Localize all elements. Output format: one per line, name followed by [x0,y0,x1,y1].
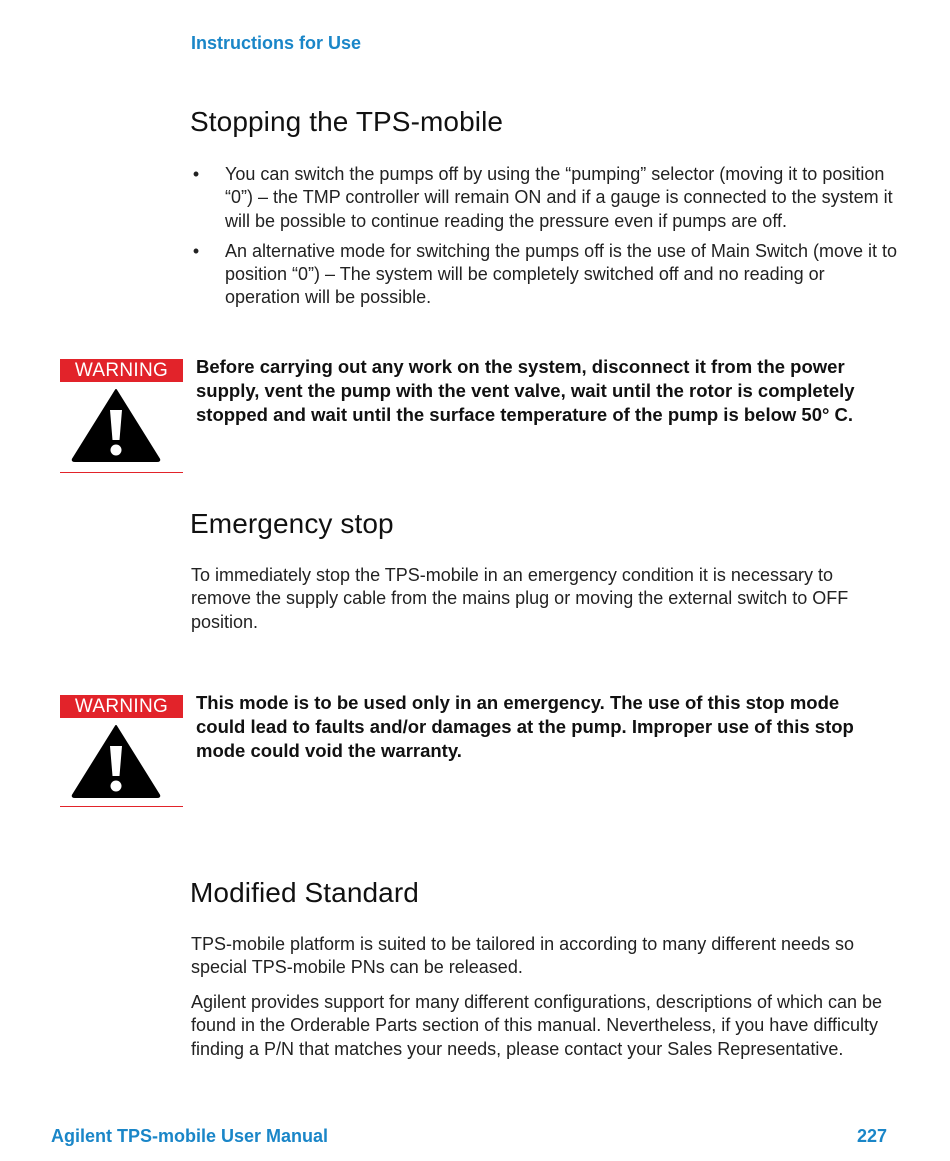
warning-label: WARNING [60,695,183,718]
warning-notice-2 [60,695,183,811]
warning-label: WARNING [60,359,183,382]
footer-manual-title: Agilent TPS-mobile User Manual [51,1126,329,1146]
warning-notice-1 [60,359,183,475]
section-heading-emergency: Emergency stop [190,508,394,539]
modified-paragraph-2: Agilent provides support for many different configurations, descriptions of which can be found in the Orderable Parts section of this manual. Nevertheless, if you have difficulty finding a P/N that matches your needs, please contact your Sales Representative. [191,992,883,1059]
emergency-paragraph: To immediately stop the TPS-mobile in an emergency condition it is necessary to remove the supply cable from the mains plug or moving the external switch to OFF position. [191,565,849,632]
list-item [190,240,900,310]
warning-divider [60,472,183,473]
running-header: Instructions for Use [191,33,362,53]
bullet-marker: • [192,240,200,261]
warning-triangle-icon [71,388,161,462]
footer-page-number: 227 [856,1126,887,1146]
section-heading-stopping: Stopping the TPS-mobile [190,106,504,137]
list-item [190,163,900,233]
modified-paragraph-1: TPS-mobile platform is suited to be tailored in according to many different needs so special TPS-mobile PNs can be released. [191,934,855,978]
bullet-marker: • [192,164,200,184]
bullet-text: An alternative mode for switching the pumps off is the use of Main Switch (move it to position “0”) – The system will be completely switched off and no reading or operation will be possible. [225,240,897,308]
warning-text-1: Before carrying out any work on the system, disconnect it from the power supply, vent the pump with the vent valve, wait until the rotor is completely stopped and wait until the surface temperature of the pump is below 50° C. [196,356,855,426]
warning-text-2: This mode is to be used only in an emergency. The use of this stop mode could lead to faults and/or damages at the pump. Improper use of this stop mode could void the warranty. [196,692,854,762]
stopping-bullet-list [190,163,900,317]
section-heading-modified: Modified Standard [190,877,419,908]
warning-divider [60,806,183,807]
warning-triangle-icon [71,724,161,798]
bullet-text: You can switch the pumps off by using the “pumping” selector (moving it to position “0”) – the TMP controller will remain ON and if a gauge is connected to the system it will be possible to continue reading the pressure even if pumps are off. [225,164,893,231]
